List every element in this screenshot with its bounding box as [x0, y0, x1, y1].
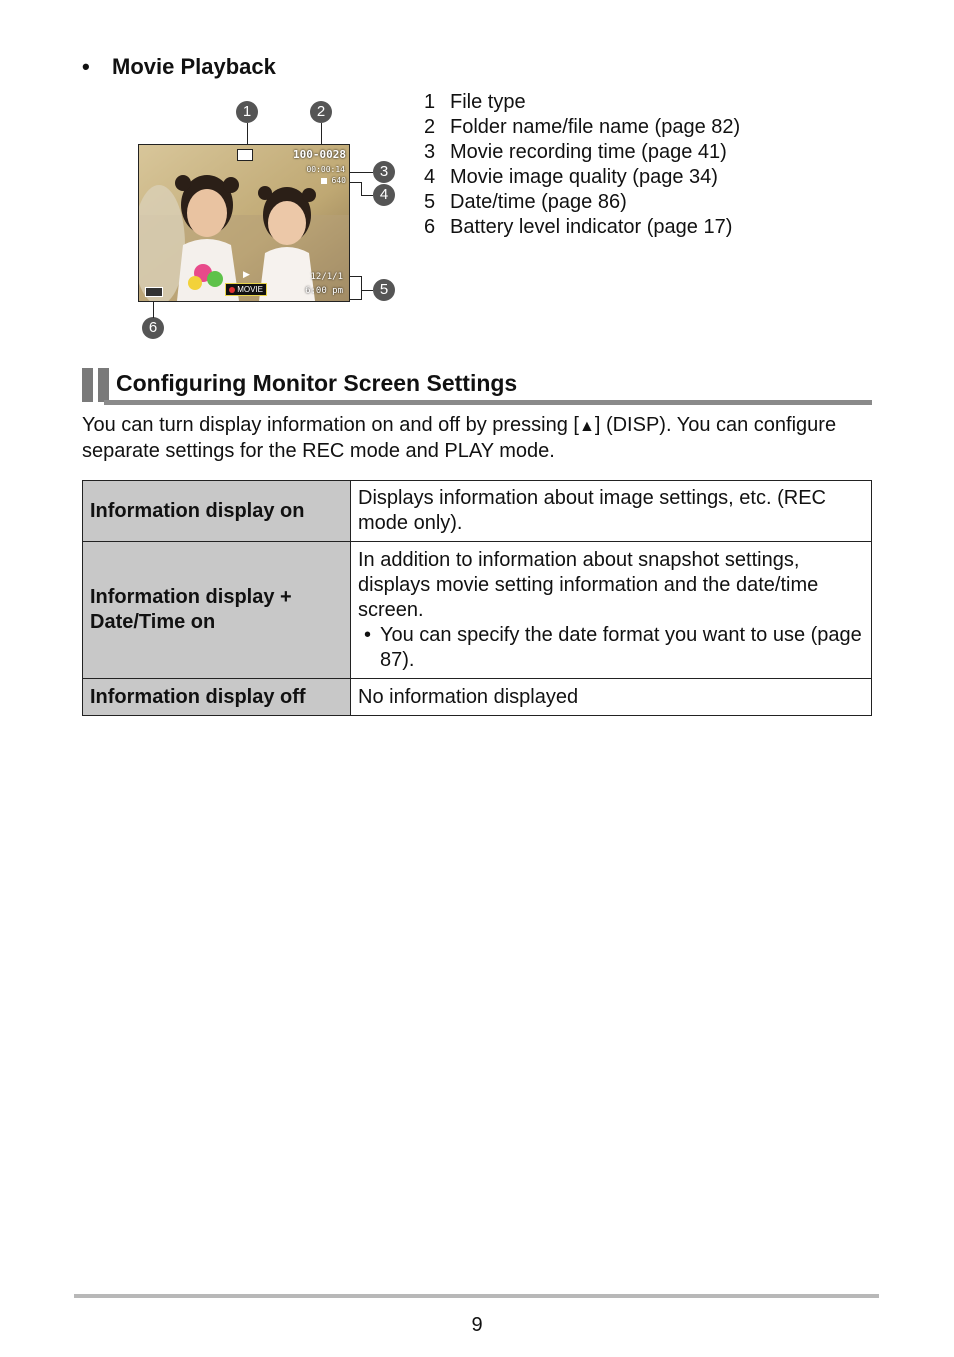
setting-description: No information displayed: [351, 679, 872, 716]
callout-4: 4: [373, 184, 395, 206]
legend-number: 4: [424, 166, 436, 188]
movie-playback-figure: [132, 96, 412, 346]
page-number: 9: [471, 1314, 483, 1336]
callout-line-4c: [361, 195, 373, 196]
legend-item: [424, 165, 740, 190]
legend-text: Movie recording time (page 41): [450, 141, 727, 163]
screen-time: 6:00 pm: [305, 286, 343, 296]
legend-item: [424, 190, 740, 215]
movie-playback-heading: [82, 54, 276, 80]
callout-5: 5: [373, 279, 395, 301]
setting-notes: [358, 623, 864, 673]
bullet-marker: •: [82, 54, 90, 79]
table-row: [83, 679, 872, 716]
record-icon: [229, 287, 235, 293]
setting-label: Information display + Date/Time on: [83, 542, 351, 679]
callout-3: 3: [373, 161, 395, 183]
setting-description-cell: [351, 542, 872, 679]
legend-number: 5: [424, 191, 436, 213]
table-row: [83, 481, 872, 542]
movie-badge: [225, 283, 267, 296]
section-heading: [82, 366, 872, 406]
legend-text: File type: [450, 91, 526, 113]
legend-number: 6: [424, 216, 436, 238]
battery-icon: [145, 287, 163, 297]
legend-item: [424, 215, 740, 240]
legend-text: Movie image quality (page 34): [450, 166, 718, 188]
display-settings-table: [82, 480, 872, 716]
legend-item: [424, 140, 740, 165]
footer-rule: [74, 1294, 879, 1298]
legend-text: Battery level indicator (page 17): [450, 216, 733, 238]
quality-value: 640: [331, 176, 346, 185]
legend-number: 3: [424, 141, 436, 163]
figure-legend: [424, 90, 740, 240]
section-underline: [104, 400, 872, 405]
legend-item: [424, 90, 740, 115]
legend-item: [424, 115, 740, 140]
file-type-icon: [237, 149, 253, 161]
screen-folder-file: 100-0028: [293, 148, 346, 161]
callout-6: 6: [142, 317, 164, 339]
quality-icon: [321, 178, 327, 184]
callout-2: 2: [310, 101, 332, 123]
setting-label: Information display on: [83, 481, 351, 542]
intro-paragraph: [82, 413, 872, 464]
playback-screen-photo: [138, 144, 350, 302]
callout-1: 1: [236, 101, 258, 123]
callout-line-4b: [361, 182, 362, 195]
setting-label: Information display off: [83, 679, 351, 716]
legend-text: Date/time (page 86): [450, 191, 627, 213]
heading-bar: [82, 368, 93, 402]
intro-text-part1: You can turn display information on and off by pressing [: [82, 414, 579, 436]
legend-number: 2: [424, 116, 436, 138]
callout-line-5d: [361, 290, 373, 291]
legend-text: Folder name/file name (page 82): [450, 116, 741, 138]
table-row: [83, 542, 872, 679]
setting-description: In addition to information about snapshot settings, displays movie setting information and the date/time screen.: [358, 548, 819, 621]
callout-line-5b: [361, 276, 362, 299]
up-arrow-icon: ▲: [578, 418, 595, 435]
setting-description: Displays information about image settings, etc. (REC mode only).: [351, 481, 872, 542]
screen-date: 12/1/1: [310, 272, 343, 282]
legend-number: 1: [424, 91, 436, 113]
setting-note: • You can specify the date format you want to use (page 87).: [380, 623, 864, 673]
section-title: Configuring Monitor Screen Settings: [116, 370, 518, 396]
screen-quality: [321, 176, 346, 185]
play-icon: ▶: [243, 269, 250, 279]
intro-text-part2: ] (DISP). You can configure separate settings for the REC mode and PLAY mode.: [82, 414, 837, 462]
heading-bar: [98, 368, 109, 402]
movie-badge-label: MOVIE: [237, 285, 264, 294]
movie-playback-title: Movie Playback: [112, 54, 276, 79]
screen-rec-time: 00:00:14: [306, 165, 345, 174]
